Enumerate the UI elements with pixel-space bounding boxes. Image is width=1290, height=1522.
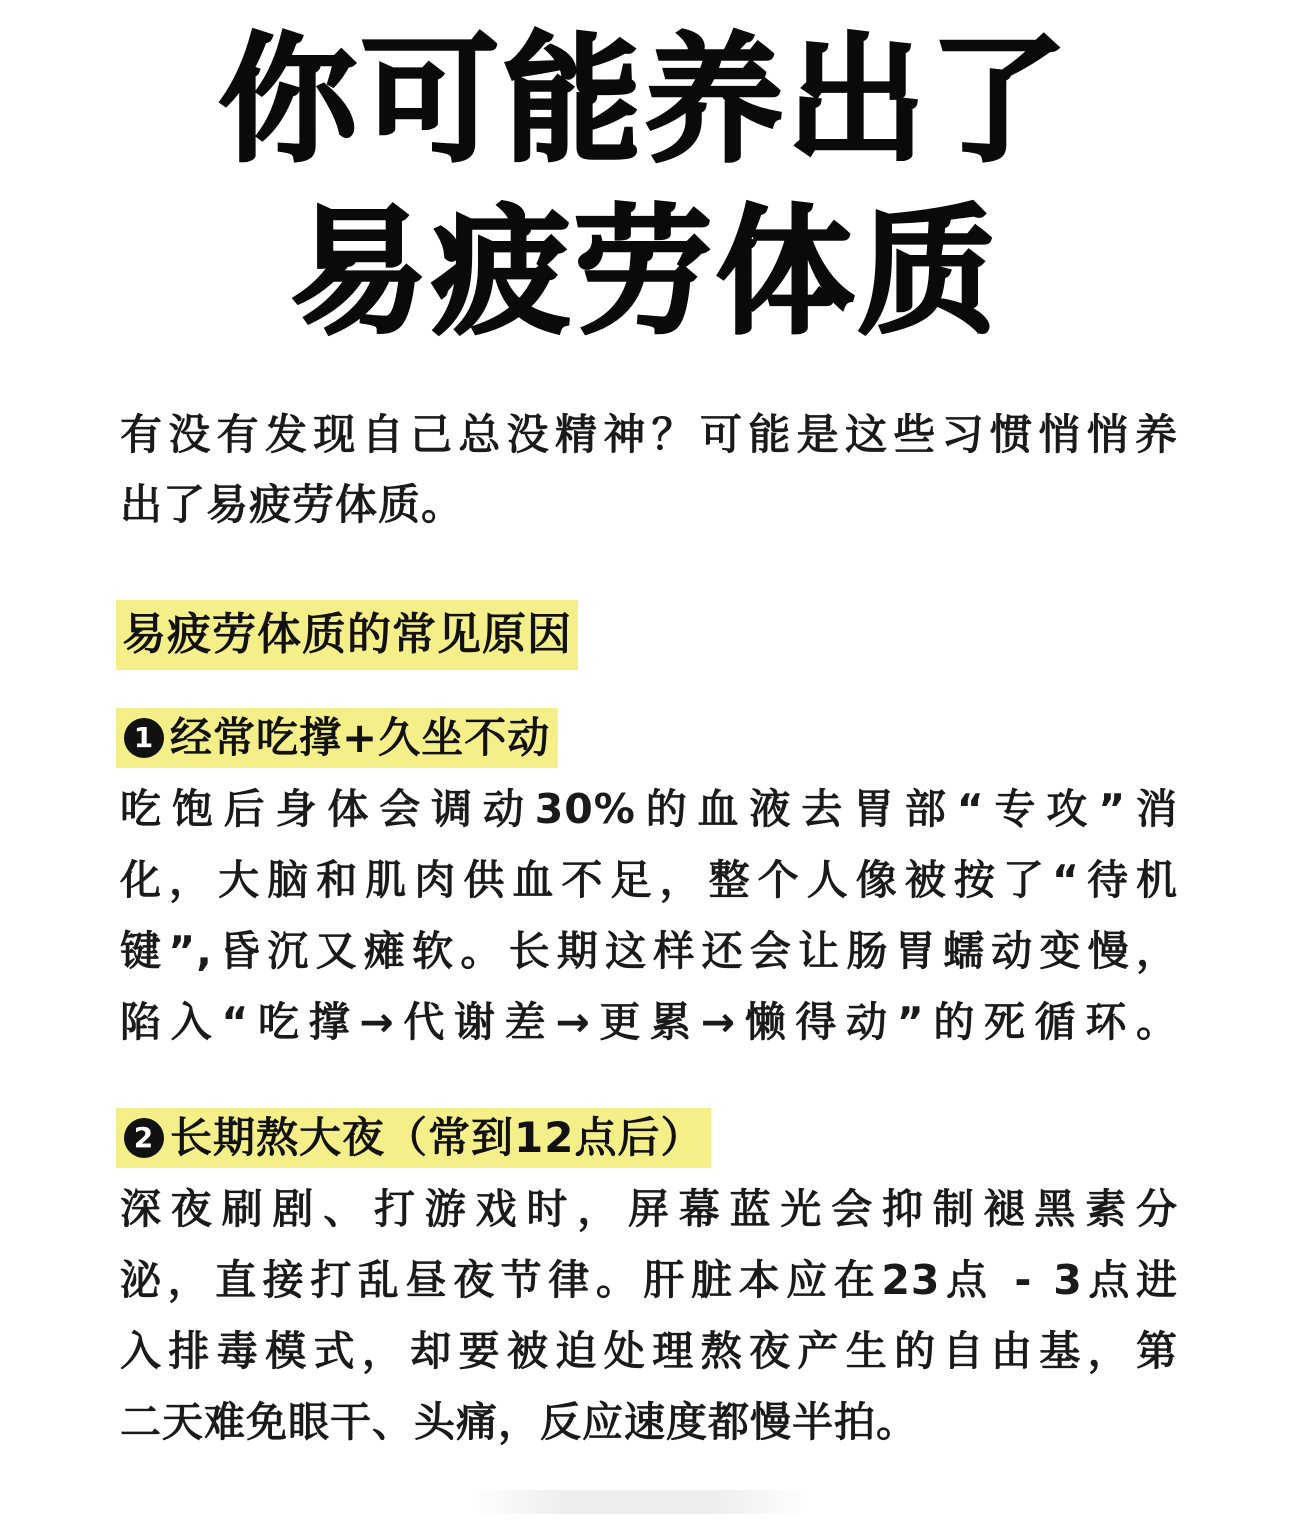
cause-2-line-4: 二天难免眼干、头痛，反应速度都慢半拍。 [120,1398,918,1446]
cause-1-line-3: 键”,昏沉又瘫软。长期这样还会让肠胃蠕动变慢， [120,927,1178,975]
cause-2-line-2: 泌，直接打乱昼夜节律。肝脏本应在23点 - 3点进 [120,1256,1178,1304]
number-badge-1: 1 [124,718,164,758]
intro-line-2: 出了易疲劳体质。 [120,480,465,529]
watermark-blur [470,1490,810,1514]
cause-heading-2 [116,1108,711,1168]
intro-line-1: 有没有发现自己总没精神？可能是这些习惯悄悄养 [120,410,1178,459]
cause-1-line-1: 吃饱后身体会调动30%的血液去胃部“专攻”消 [120,785,1178,833]
cause-body-1 [120,774,1178,1058]
intro-paragraph [120,400,1178,540]
cause-body-2 [120,1174,1178,1458]
cause-heading-2-text: 长期熬大夜（常到12点后） [170,1113,704,1162]
cause-2-line-3: 入排毒模式，却要被迫处理熬夜产生的自由基，第 [120,1327,1178,1375]
title-line-1: 你可能养出了 [218,20,1071,181]
cause-heading-1-text: 经常吃撑+久坐不动 [170,713,551,762]
cause-2-line-1: 深夜刷剧、打游戏时，屏幕蓝光会抑制褪黑素分 [120,1185,1178,1233]
cause-1-line-4: 陷入“吃撑→代谢差→更累→懒得动”的死循环。 [120,998,1178,1046]
cause-heading-1 [116,708,558,768]
section-heading: 易疲劳体质的常见原因 [116,600,578,670]
title-line-2: 易疲劳体质 [289,192,1000,353]
cause-1-line-2: 化，大脑和肌肉供血不足，整个人像被按了“待机 [120,856,1178,904]
number-badge-2: 2 [124,1118,164,1158]
